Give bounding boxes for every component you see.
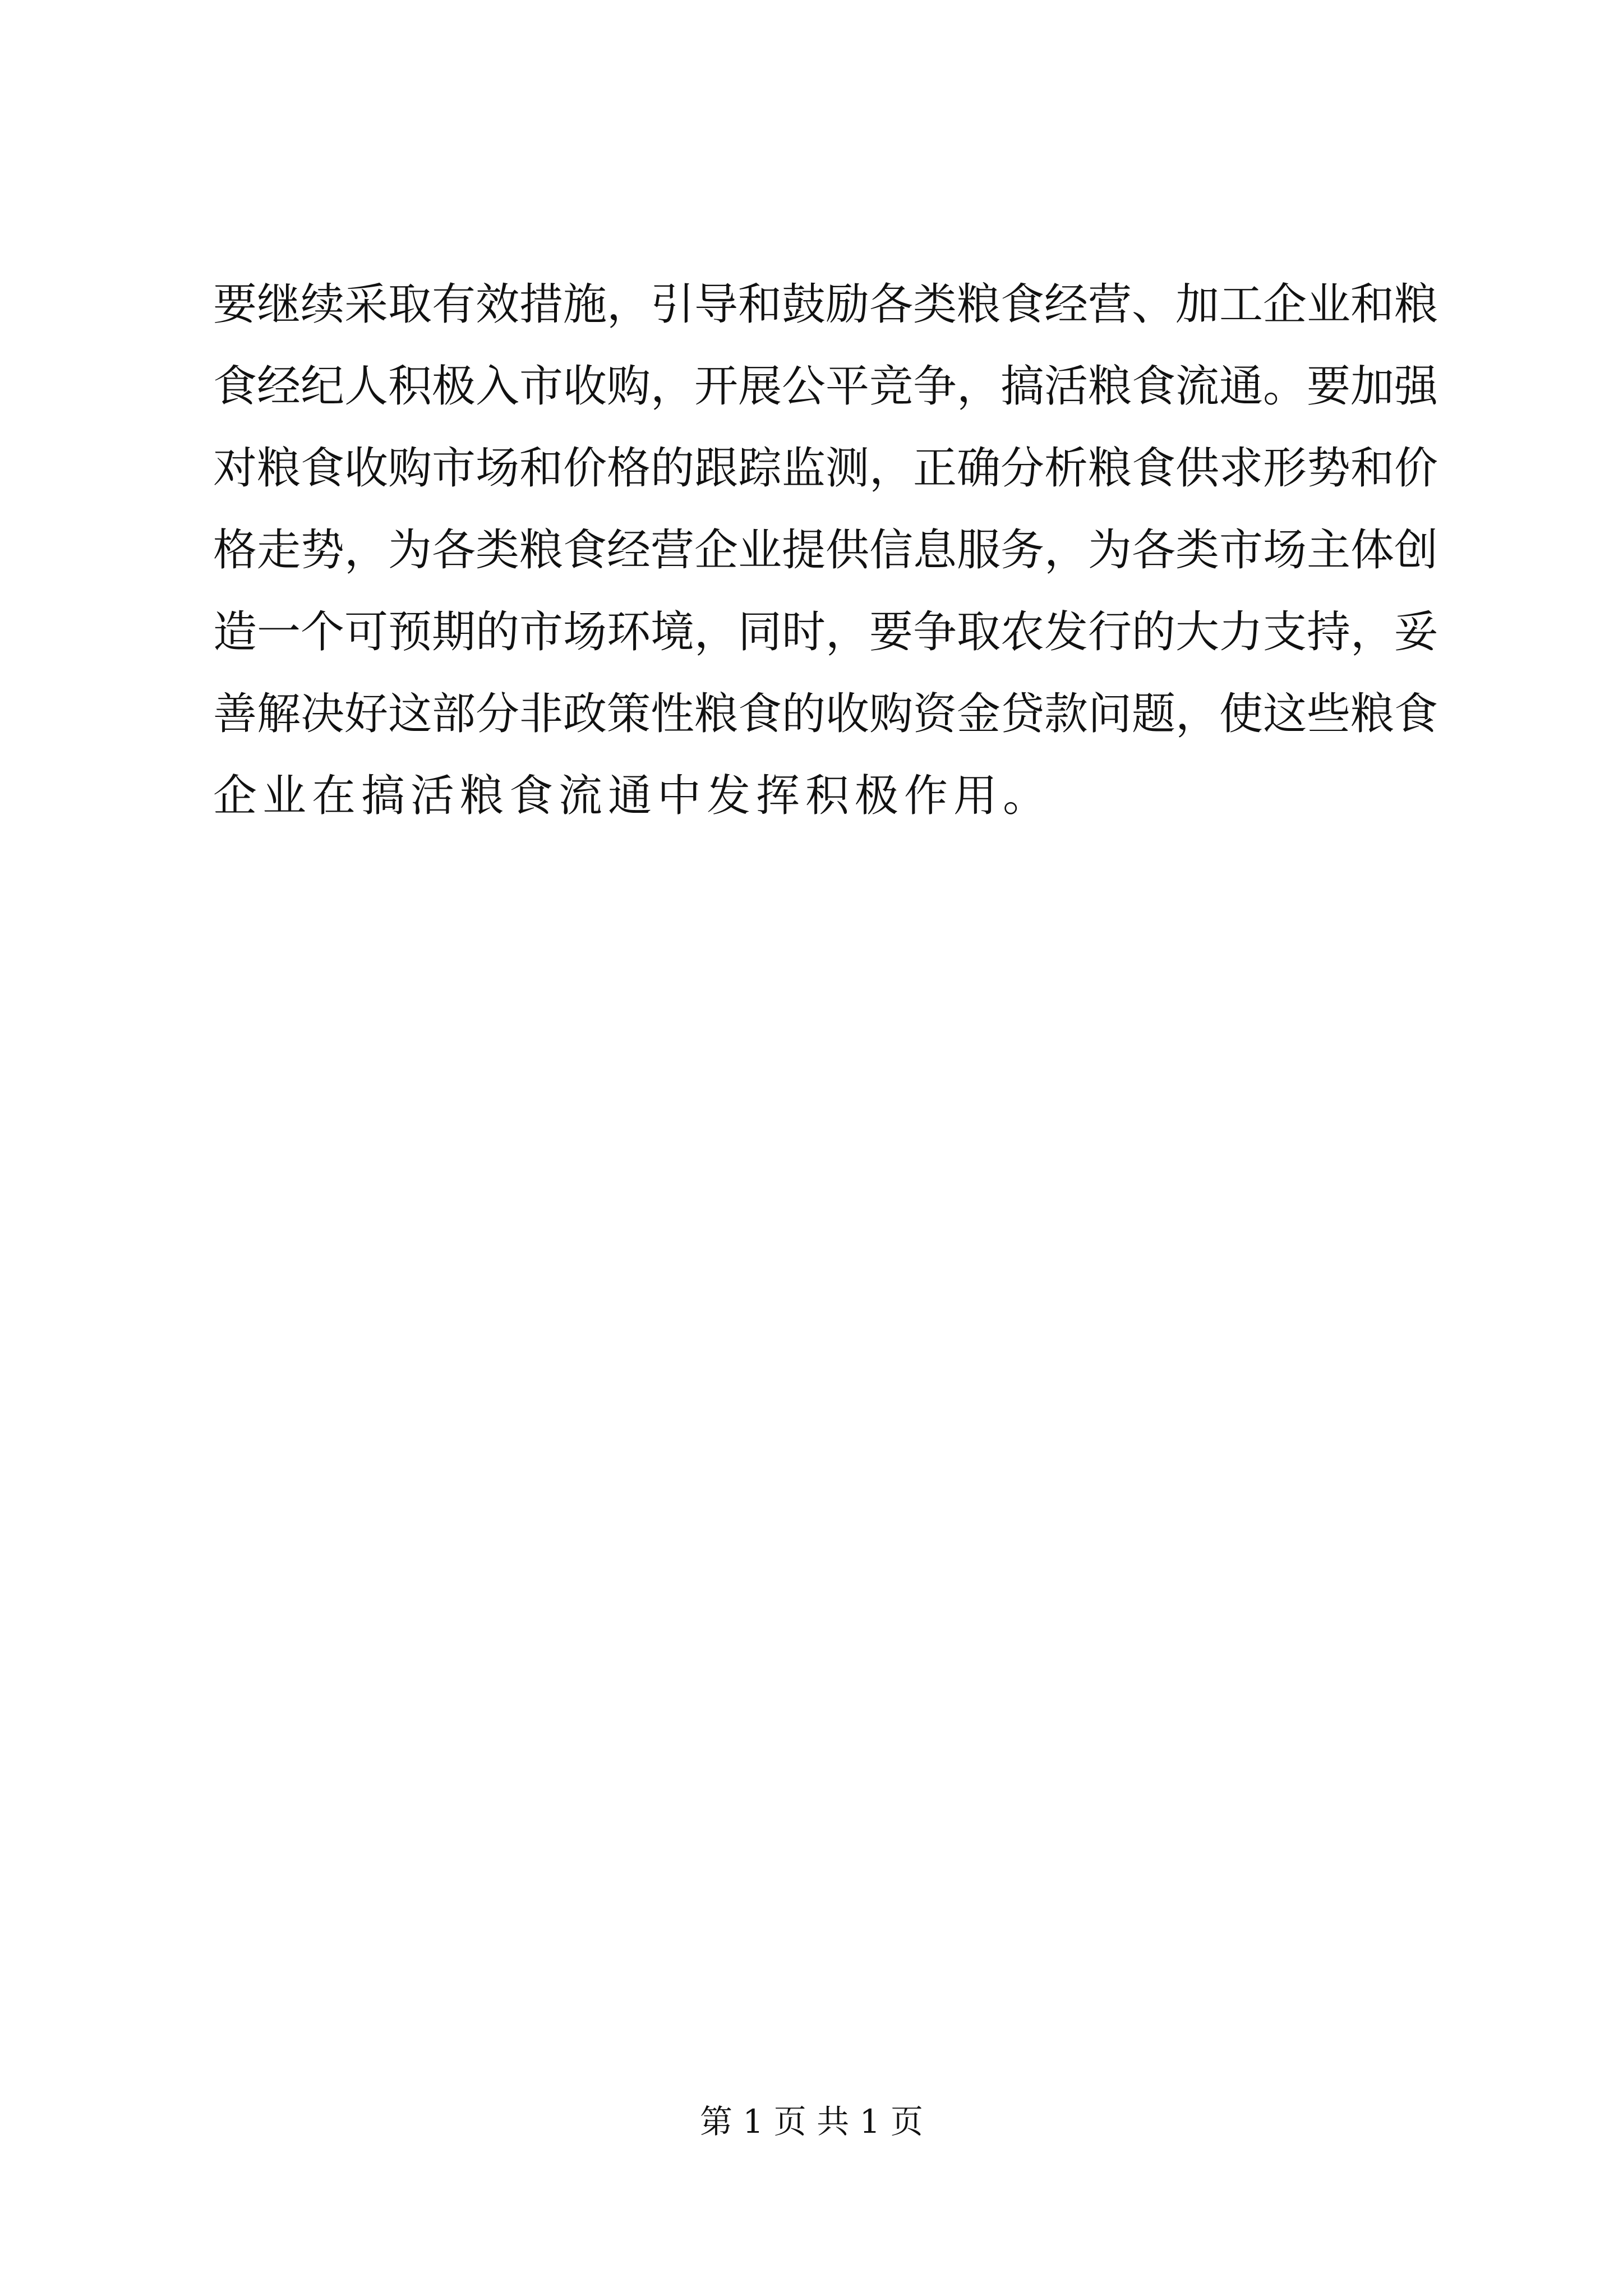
body-paragraph [213,264,1438,837]
paragraph-line: 善解决好这部分非政策性粮食的收购资金贷款问题，使这些粮食 [213,689,1438,739]
paragraph-line: 企业在搞活粮食流通中发挥积极作用。 [213,771,1053,821]
paragraph-line: 造一个可预期的市场环境，同时，要争取农发行的大力支持，妥 [213,607,1438,657]
paragraph-line: 食经纪人积极入市收购，开展公平竞争，搞活粮食流通。要加强 [213,361,1438,412]
paragraph-line: 要继续采取有效措施，引导和鼓励各类粮食经营、加工企业和粮 [213,279,1438,330]
paragraph-line: 对粮食收购市场和价格的跟踪监测，正确分析粮食供求形势和价 [213,443,1438,494]
paragraph-line: 格走势，为各类粮食经营企业提供信息服务，为各类市场主体创 [213,525,1438,576]
page-number-footer: 第 1 页 共 1 页 [700,2102,923,2141]
